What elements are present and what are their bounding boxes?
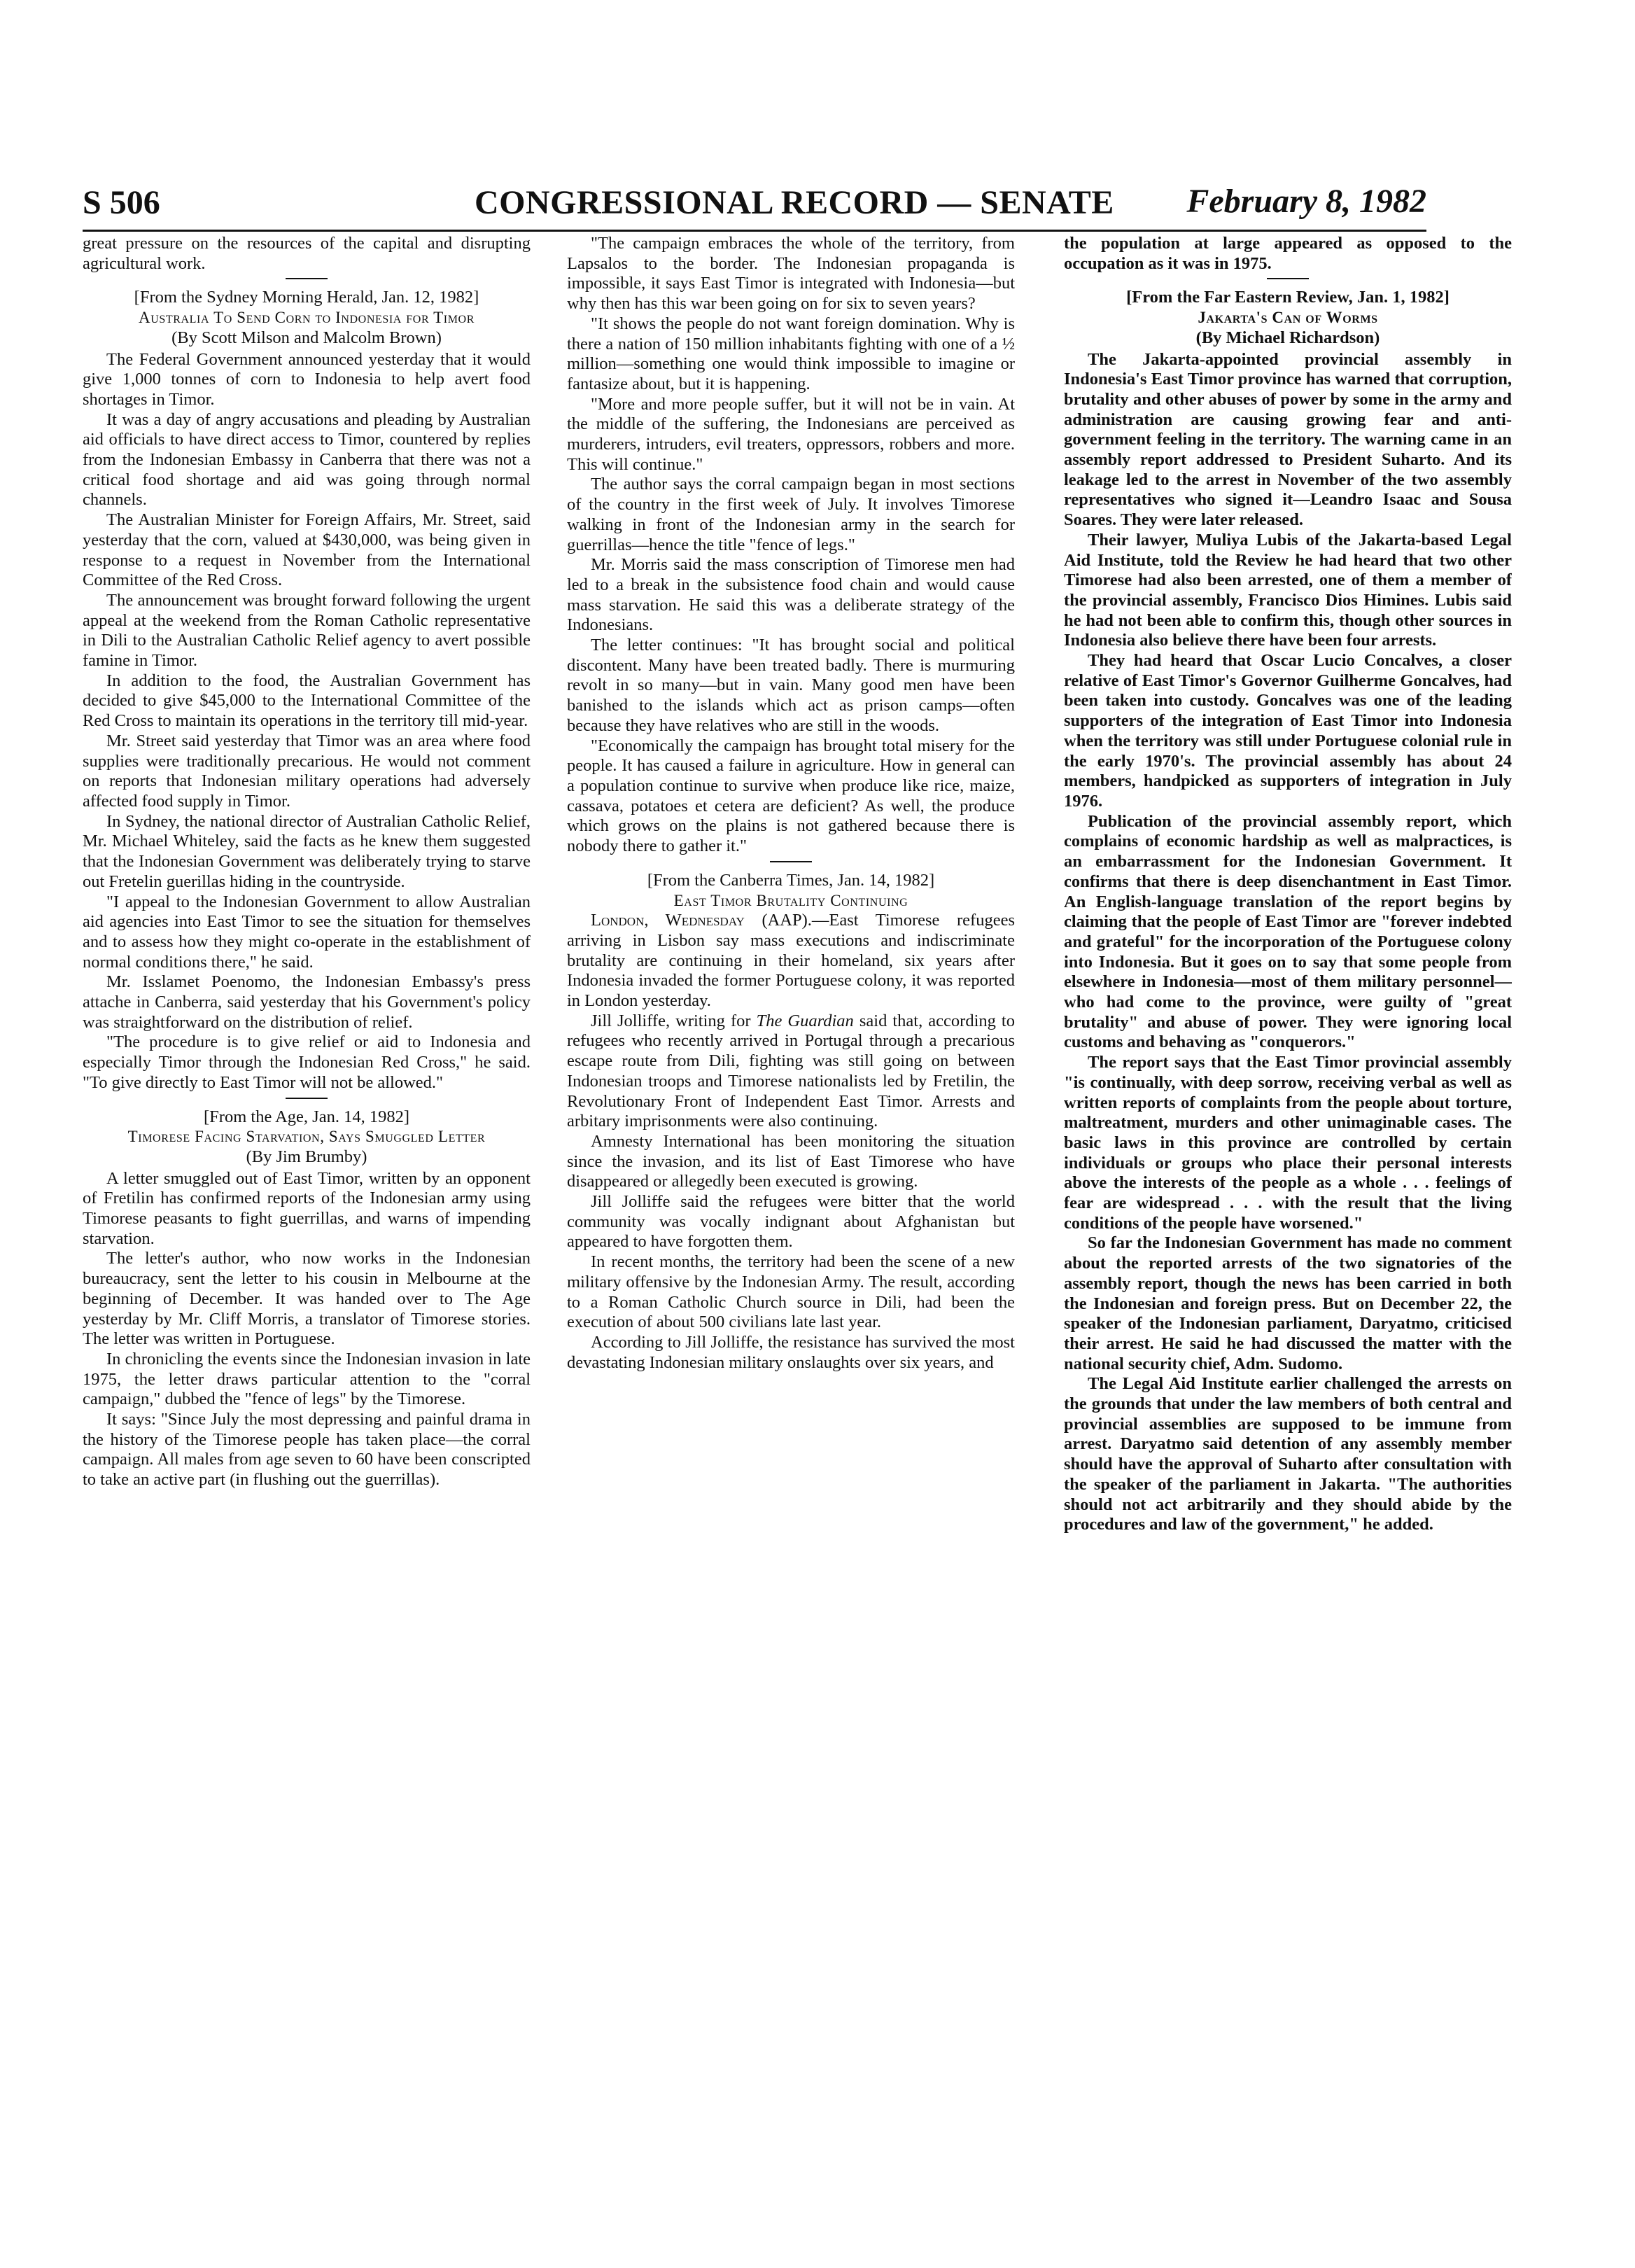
paragraph: "The campaign embraces the whole of the territory, from Lapsalos to the border. The Indonesian propaganda is impossible, it says East Timor is integrated with Indonesia—but why then has this war been going on for six to seven years? — [567, 234, 1015, 314]
paragraph: In chronicling the events since the Indonesian invasion in late 1975, the letter draws particular attention to the "corral campaign," dubbed the "fence of legs" by the Timorese. — [83, 1349, 531, 1409]
paragraph — [567, 1011, 1015, 1132]
paragraph: The Federal Government announced yesterday that it would give 1,000 tonnes of corn to Indonesia to help avert food shortages in Timor. — [83, 349, 531, 409]
paragraph: Jill Jolliffe said the refugees were bitter that the world community was vocally indignant about Afghanistan but appeared to have forgotten them. — [567, 1192, 1015, 1252]
paragraph: "It shows the people do not want foreign domination. Why is there a nation of 150 million inhabitants fighting with one of a ½ million—something one would think impossible to imagine or fantasize about, but it is happening. — [567, 314, 1015, 393]
paragraph: Mr. Morris said the mass conscription of Timorese men had led to a break in the subsistence food chain and would cause mass starvation. He said this was a deliberate strategy of the Indonesians. — [567, 555, 1015, 635]
paragraph: They had heard that Oscar Lucio Concalves, a closer relative of East Timor's Governor Guilherme Goncalves, had been taken into custody. Goncalves was one of the leading supporters of the integration of East Timor into Indonesia when the territory was still under Portuguese colonial rule in the early 1970's. The provincial assembly has about 24 members, handpicked as supporters of integration in July 1976. — [1064, 651, 1512, 811]
issue-date: February 8, 1982 — [1186, 183, 1426, 220]
paragraph: It was a day of angry accusations and pleading by Australian aid officials to have direct access to Timor, countered by replies from the Indonesian Embassy in Canberra that there was not a critical food shortage and aid was going through normal channels. — [83, 410, 531, 510]
paragraph: Amnesty International has been monitoring the situation since the invasion, and its list of East Timorese who have disappeared or allegedly been executed is growing. — [567, 1131, 1015, 1191]
paragraph: Mr. Isslamet Poenomo, the Indonesian Embassy's press attache in Canberra, said yesterday that his Government's policy was straightforward on the distribution of relief. — [83, 972, 531, 1032]
paragraph: Their lawyer, Muliya Lubis of the Jakarta-based Legal Aid Institute, told the Review he had heard that two other Timorese had also been arrested, one of them a member of the provincial assembly, Francisco Dios Himines. Lubis said he had not been able to confirm this, though other sources in Indonesia also believe there have been four arrests. — [1064, 530, 1512, 650]
paragraph: In Sydney, the national director of Australian Catholic Relief, Mr. Michael Whiteley, said the facts as he knew them suggested that the Indonesian Government was deliberately trying to starve out Fretelin guerillas hiding in the countryside. — [83, 811, 531, 891]
article-source: [From the Far Eastern Review, Jan. 1, 1982] — [1126, 288, 1450, 307]
paragraph: Publication of the provincial assembly report, which complains of economic hardship as well as malpractices, is an embarrassment for the Indonesian Government. It confirms that there is deep disenchantment in East Timor. An English-language translation of the report begins by claiming that the people of East Timor are "forever indebted and grateful" for the incorporation of the Portuguese colony into Indonesia. But it goes on to say that some people from elsewhere in Indonesia—most of them military personnel—who had come to the province, were guilty of "great brutality" and abuse of power. They were ignoring local customs and behaving as "conquerors." — [1064, 811, 1512, 1052]
article-byline: (By Michael Richardson) — [1195, 328, 1380, 347]
newspaper-name: The Guardian — [756, 1011, 854, 1030]
paragraph: The Australian Minister for Foreign Affairs, Mr. Street, said yesterday that the corn, valued at $430,000, was being given in response to a request in November from the International Committee of the Red Cross. — [83, 510, 531, 590]
article-source: [From the Sydney Morning Herald, Jan. 12, 1982] — [134, 288, 479, 307]
paragraph: "Economically the campaign has brought total misery for the people. It has caused a failure in agriculture. How in general can a population continue to survive when produce like rice, maize, cassava, potatoes et cetera are deficient? As well, the produce which grows on the plains is not gathered because there is nobody there to gather it." — [567, 736, 1015, 856]
paragraph: In addition to the food, the Australian Government has decided to give $45,000 to the International Committee of the Red Cross to maintain its operations in the territory till mid-year. — [83, 671, 531, 731]
column-3 — [1064, 234, 1512, 2250]
article-source: [From the Age, Jan. 14, 1982] — [204, 1107, 409, 1126]
article-headline: Jakarta's Can of Worms — [1198, 309, 1378, 327]
paragraph: A letter smuggled out of East Timor, written by an opponent of Fretilin has confirmed reports of the Indonesian army using Timorese peasants to fight guerrillas, and warns of impending starvation. — [83, 1168, 531, 1248]
divider — [286, 1098, 328, 1099]
divider — [1267, 278, 1309, 279]
paragraph: The letter continues: "It has brought social and political discontent. Many have been treated badly. There is murmuring revolt in so many—but in vain. Many good men have been banished to the islands which act as prison camps—often because they have relatives who are still in the woods. — [567, 636, 1015, 735]
paragraph: "More and more people suffer, but it will not be in vain. At the middle of the suffering, the Indonesians are perceived as murderers, intruders, evil treaters, oppressors, robbers and more. This will continue." — [567, 394, 1015, 474]
publication-title: CONGRESSIONAL RECORD — SENATE — [475, 184, 1114, 221]
divider — [286, 278, 328, 279]
dateline: London, Wednesday — [591, 911, 745, 930]
paragraph: the population at large appeared as opposed to the occupation as it was in 1975. — [1064, 234, 1512, 273]
article-headline: East Timor Brutality Continuing — [673, 891, 908, 909]
paragraph: So far the Indonesian Government has made no comment about the reported arrests of the two signatories of the assembly report, though the news has been carried in both the Indonesian and foreign press. But on December 22, the speaker of the Indonesian parliament, Daryatmo, criticised their arrest. He said he had discussed the matter with the national security chief, Adm. Sudomo. — [1064, 1233, 1512, 1373]
divider — [770, 861, 812, 862]
article-byline: (By Jim Brumby) — [246, 1147, 367, 1166]
paragraph: It says: "Since July the most depressing and painful drama in the history of the Timorese people has taken place—the corral campaign. All males from age seven to 60 have been conscripted to take an active part (in flushing out the guerrillas). — [83, 1410, 531, 1490]
article-byline: (By Scott Milson and Malcolm Brown) — [171, 328, 442, 347]
paragraph: "I appeal to the Indonesian Government to allow Australian aid agencies into East Timor to see the situation for themselves and to assess how they might co-operate in the establishment of normal conditions there," he said. — [83, 892, 531, 972]
paragraph-text: (AAP).—East Timorese refugees arriving in Lisbon say mass executions and indiscriminate brutality are continuing in their homeland, six years after Indonesia invaded the former Portuguese colony, it was reported in London yesterday. — [567, 911, 1015, 1011]
column-1 — [83, 234, 531, 2250]
article-headline: Australia To Send Corn to Indonesia for Timor — [139, 309, 475, 327]
paragraph: The author says the corral campaign began in most sections of the country in the first week of July. It involves Timorese walking in front of the Indonesian army in the search for guerrillas—hence the title "fence of legs." — [567, 475, 1015, 554]
paragraph: The Legal Aid Institute earlier challenged the arrests on the grounds that under the law members of both central and provincial assemblies are supposed to be immune from arrest. Daryatmo said detention of any assembly member should have the approval of Suharto after consultation with the speaker of the parliament in Jakarta. "The authorities should not act arbitrarily and they should abide by the procedures and law of the government," he added. — [1064, 1374, 1512, 1534]
article-source: [From the Canberra Times, Jan. 14, 1982] — [647, 870, 935, 890]
column-2 — [567, 234, 1015, 2250]
paragraph: According to Jill Jolliffe, the resistance has survived the most devastating Indonesian military onslaughts over six years, and — [567, 1332, 1015, 1372]
paragraph: The Jakarta-appointed provincial assembly in Indonesia's East Timor province has warned that corruption, brutality and other abuses of power by some in the army and administration are causing growing fear and anti-government feeling in the territory. The warning came in an assembly report addressed to President Suharto. And its leakage led to the arrest in November of the two assembly representatives who signed it—Leandro Isaac and Sousa Soares. They were later released. — [1064, 349, 1512, 530]
paragraph: The report says that the East Timor provincial assembly "is continually, with deep sorrow, receiving verbal as well as written reports of complaints from the people about torture, maltreatment, murders and other unimaginable cases. The basic laws in this province are controlled by certain individuals or groups who place their personal interests above the interests of the people as a whole . . . feelings of fear are widespread . . . with the result that the living conditions of the people have worsened." — [1064, 1053, 1512, 1233]
paragraph-text: said that, according to refugees who recently arrived in Portugal through a precarious escape route from Dili, fighting was still going on between Indonesian troops and Timorese nationalists led by Fretilin, the Revolutionary Front of Independent East Timor. Arrests and arbitary imprisonments were also continuing. — [567, 1011, 1015, 1131]
paragraph: In recent months, the territory had been the scene of a new military offensive by the Indonesian Army. The result, according to a Roman Catholic Church source in Dili, had been the execution of about 500 civilians late last year. — [567, 1252, 1015, 1332]
page-number: S 506 — [83, 184, 160, 221]
paragraph-text: Jill Jolliffe, writing for — [591, 1011, 757, 1030]
paragraph: great pressure on the resources of the capital and disrupting agricultural work. — [83, 234, 531, 273]
paragraph: The announcement was brought forward following the urgent appeal at the weekend from the Roman Catholic representative in Dili to the Australian Catholic Relief agency to avert possible famine in Timor. — [83, 590, 531, 671]
paragraph: The letter's author, who now works in the Indonesian bureaucracy, sent the letter to his cousin in Melbourne at the beginning of December. It was handed over to The Age yesterday by Mr. Cliff Morris, a translator of Timorese stories. The letter was written in Portuguese. — [83, 1249, 531, 1349]
paragraph — [567, 911, 1015, 1011]
article-headline: Timorese Facing Starvation, Says Smuggled Letter — [127, 1128, 486, 1146]
paragraph: "The procedure is to give relief or aid to Indonesia and especially Timor through the Indonesian Red Cross," he said. "To give directly to East Timor will not be allowed." — [83, 1032, 531, 1092]
paragraph: Mr. Street said yesterday that Timor was an area where food supplies were traditionally precarious. He would not comment on reports that Indonesian military operations had adversely affected food supply in Timor. — [83, 731, 531, 811]
page-header — [83, 181, 1426, 232]
